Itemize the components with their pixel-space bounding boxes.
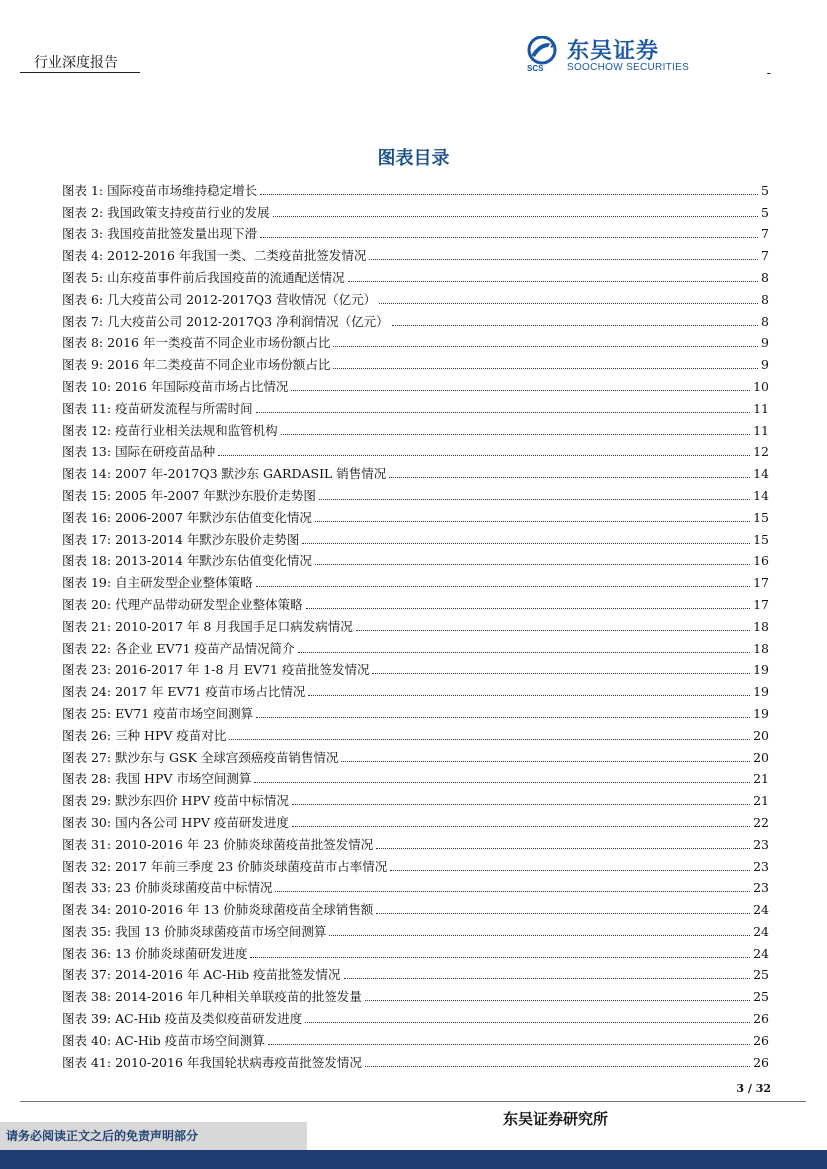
toc-entry-page: 23 bbox=[753, 858, 769, 874]
footer-rule bbox=[20, 1101, 806, 1102]
toc-entry-label: 图表 28: 我国 HPV 市场空间测算 bbox=[62, 771, 252, 787]
toc-entry[interactable] bbox=[62, 962, 769, 984]
toc-leader-dots bbox=[315, 521, 750, 522]
toc-entry-label: 图表 31: 2010-2016 年 23 价肺炎球菌疫苗批签发情况 bbox=[62, 836, 374, 852]
toc-entry-page: 24 bbox=[753, 923, 769, 939]
toc-leader-dots bbox=[292, 826, 750, 827]
toc-entry-label: 图表 41: 2010-2016 年我国轮状病毒疫苗批签发情况 bbox=[62, 1054, 362, 1070]
toc-entry[interactable] bbox=[62, 787, 769, 809]
toc-entry-label: 图表 10: 2016 年国际疫苗市场占比情况 bbox=[62, 378, 289, 394]
toc-leader-dots bbox=[308, 695, 750, 696]
toc-entry-label: 图表 40: AC-Hib 疫苗市场空间测算 bbox=[62, 1032, 265, 1048]
toc-leader-dots bbox=[344, 978, 751, 979]
toc-entry[interactable] bbox=[62, 635, 769, 657]
toc-entry[interactable] bbox=[62, 264, 769, 286]
toc-entry-page: 26 bbox=[753, 1032, 769, 1048]
toc-entry-label: 图表 18: 2013-2014 年默沙东估值变化情况 bbox=[62, 553, 312, 569]
toc-entry-page: 26 bbox=[753, 1011, 769, 1027]
toc-entry[interactable] bbox=[62, 722, 769, 744]
toc-entry-page: 16 bbox=[753, 553, 769, 569]
toc-entry-page: 19 bbox=[753, 705, 769, 721]
toc-entry-label: 图表 23: 2016-2017 年 1-8 月 EV71 疫苗批签发情况 bbox=[62, 662, 370, 678]
toc-entry-page: 21 bbox=[753, 793, 769, 809]
logo-abbr: SCS bbox=[527, 64, 544, 73]
toc-entry[interactable] bbox=[62, 983, 769, 1005]
toc-entry-page: 7 bbox=[761, 248, 769, 264]
logo-english-name: SOOCHOW SECURITIES bbox=[567, 62, 690, 73]
toc-entry[interactable] bbox=[62, 809, 769, 831]
toc-entry-label: 图表 27: 默沙东与 GSK 全球宫颈癌疫苗销售情况 bbox=[62, 749, 339, 765]
toc-entry-label: 图表 32: 2017 年前三季度 23 价肺炎球菌疫苗市占率情况 bbox=[62, 858, 388, 874]
toc-leader-dots bbox=[260, 194, 758, 195]
toc-entry-label: 图表 5: 山东疫苗事件前后我国疫苗的流通配送情况 bbox=[62, 269, 345, 285]
toc-entry-label: 图表 39: AC-Hib 疫苗及类似疫苗研发进度 bbox=[62, 1011, 303, 1027]
toc-entry[interactable] bbox=[62, 351, 769, 373]
toc-leader-dots bbox=[254, 782, 750, 783]
toc-leader-dots bbox=[389, 477, 750, 478]
toc-leader-dots bbox=[256, 412, 751, 413]
toc-entry[interactable] bbox=[62, 373, 769, 395]
toc-leader-dots bbox=[365, 1000, 750, 1001]
toc-entry[interactable] bbox=[62, 940, 769, 962]
footer-bar bbox=[0, 1150, 827, 1169]
toc-entry-page: 25 bbox=[753, 967, 769, 983]
toc-entry[interactable] bbox=[62, 766, 769, 788]
toc-entry[interactable] bbox=[62, 1049, 769, 1071]
toc-entry[interactable] bbox=[62, 177, 769, 199]
toc-leader-dots bbox=[229, 739, 750, 740]
toc-entry[interactable] bbox=[62, 526, 769, 548]
toc-entry-label: 图表 4: 2012-2016 年我国一类、二类疫苗批签发情况 bbox=[62, 248, 367, 264]
toc-entry[interactable] bbox=[62, 504, 769, 526]
toc-entry-page: 24 bbox=[753, 902, 769, 918]
toc-leader-dots bbox=[250, 957, 750, 958]
toc-leader-dots bbox=[390, 870, 750, 871]
toc-entry-page: 9 bbox=[761, 357, 769, 373]
toc-leader-dots bbox=[305, 1022, 750, 1023]
toc-entry-label: 图表 25: EV71 疫苗市场空间测算 bbox=[62, 705, 254, 721]
toc-entry-label: 图表 14: 2007 年-2017Q3 默沙东 GARDASIL 销售情况 bbox=[62, 466, 387, 482]
toc-entry-label: 图表 30: 国内各公司 HPV 疫苗研发进度 bbox=[62, 814, 289, 830]
toc-entry-page: 18 bbox=[753, 618, 769, 634]
toc-entry[interactable] bbox=[62, 548, 769, 570]
toc-entry-page: 14 bbox=[753, 466, 769, 482]
toc-leader-dots bbox=[376, 913, 750, 914]
toc-entry[interactable] bbox=[62, 308, 769, 330]
toc-entry-page: 15 bbox=[753, 509, 769, 525]
toc-entry-page: 11 bbox=[753, 400, 769, 416]
toc-entry-label: 图表 19: 自主研发型企业整体策略 bbox=[62, 575, 253, 591]
toc-leader-dots bbox=[333, 346, 758, 347]
toc-entry[interactable] bbox=[62, 482, 769, 504]
toc-list bbox=[62, 177, 769, 1071]
toc-entry[interactable] bbox=[62, 242, 769, 264]
toc-entry-page: 19 bbox=[753, 662, 769, 678]
toc-leader-dots bbox=[372, 673, 750, 674]
toc-entry-page: 17 bbox=[753, 596, 769, 612]
toc-entry-label: 图表 15: 2005 年-2007 年默沙东股价走势图 bbox=[62, 487, 316, 503]
toc-leader-dots bbox=[260, 237, 758, 238]
header-rule bbox=[20, 72, 140, 73]
toc-entry-page: 21 bbox=[753, 771, 769, 787]
toc-entry-label: 图表 3: 我国疫苗批签发量出现下滑 bbox=[62, 226, 258, 242]
toc-leader-dots bbox=[281, 434, 751, 435]
toc-entry[interactable] bbox=[62, 221, 769, 243]
toc-entry-label: 图表 8: 2016 年一类疫苗不同企业市场份额占比 bbox=[62, 335, 331, 351]
toc-entry-page: 5 bbox=[761, 204, 769, 220]
toc-entry-label: 图表 1: 国际疫苗市场维持稳定增长 bbox=[62, 182, 258, 198]
toc-entry-label: 图表 26: 三种 HPV 疫苗对比 bbox=[62, 727, 227, 743]
toc-leader-dots bbox=[341, 761, 750, 762]
toc-entry-label: 图表 13: 国际在研疫苗品种 bbox=[62, 444, 216, 460]
toc-leader-dots bbox=[268, 1044, 750, 1045]
toc-entry-label: 图表 38: 2014-2016 年几种相关单联疫苗的批签发量 bbox=[62, 989, 362, 1005]
toc-entry[interactable] bbox=[62, 875, 769, 897]
toc-leader-dots bbox=[379, 303, 758, 304]
toc-entry-label: 图表 17: 2013-2014 年默沙东股价走势图 bbox=[62, 531, 300, 547]
toc-leader-dots bbox=[348, 281, 758, 282]
toc-entry[interactable] bbox=[62, 1027, 769, 1049]
toc-entry-page: 10 bbox=[753, 378, 769, 394]
page-number: 3 / 32 bbox=[736, 1082, 771, 1095]
toc-leader-dots bbox=[306, 608, 751, 609]
toc-entry[interactable] bbox=[62, 700, 769, 722]
footer-organization: 东吴证券研究所 bbox=[503, 1110, 609, 1128]
toc-entry-page: 14 bbox=[753, 487, 769, 503]
toc-entry-page: 5 bbox=[761, 182, 769, 198]
toc-leader-dots bbox=[329, 935, 750, 936]
toc-leader-dots bbox=[315, 564, 750, 565]
toc-entry-label: 图表 6: 几大疫苗公司 2012-2017Q3 营收情况（亿元） bbox=[62, 291, 377, 307]
toc-entry[interactable] bbox=[62, 199, 769, 221]
toc-entry-page: 23 bbox=[753, 836, 769, 852]
toc-entry-page: 18 bbox=[753, 640, 769, 656]
toc-entry-page: 8 bbox=[761, 313, 769, 329]
toc-entry-page: 8 bbox=[761, 291, 769, 307]
toc-entry[interactable] bbox=[62, 613, 769, 635]
toc-entry[interactable] bbox=[62, 831, 769, 853]
toc-entry[interactable] bbox=[62, 918, 769, 940]
toc-entry-page: 15 bbox=[753, 531, 769, 547]
toc-entry-page: 11 bbox=[753, 422, 769, 438]
toc-entry[interactable] bbox=[62, 460, 769, 482]
toc-entry-page: 25 bbox=[753, 989, 769, 1005]
toc-entry-label: 图表 12: 疫苗行业相关法规和监管机构 bbox=[62, 422, 278, 438]
toc-entry[interactable] bbox=[62, 896, 769, 918]
toc-entry[interactable] bbox=[62, 657, 769, 679]
toc-leader-dots bbox=[291, 390, 750, 391]
toc-entry-page: 24 bbox=[753, 945, 769, 961]
toc-leader-dots bbox=[369, 259, 758, 260]
toc-entry[interactable] bbox=[62, 591, 769, 613]
report-type-label: 行业深度报告 bbox=[34, 55, 118, 71]
toc-entry[interactable] bbox=[62, 744, 769, 766]
toc-leader-dots bbox=[333, 368, 758, 369]
toc-entry[interactable] bbox=[62, 395, 769, 417]
toc-entry-page: 9 bbox=[761, 335, 769, 351]
toc-entry-page: 7 bbox=[761, 226, 769, 242]
toc-entry-label: 图表 24: 2017 年 EV71 疫苗市场占比情况 bbox=[62, 684, 306, 700]
toc-title: 图表目录 bbox=[377, 148, 450, 169]
toc-entry-page: 23 bbox=[753, 880, 769, 896]
toc-entry[interactable] bbox=[62, 330, 769, 352]
toc-entry-label: 图表 9: 2016 年二类疫苗不同企业市场份额占比 bbox=[62, 357, 331, 373]
toc-entry-label: 图表 21: 2010-2017 年 8 月我国手足口病发病情况 bbox=[62, 618, 353, 634]
toc-leader-dots bbox=[292, 804, 750, 805]
toc-entry-label: 图表 29: 默沙东四价 HPV 疫苗中标情况 bbox=[62, 793, 289, 809]
toc-entry[interactable] bbox=[62, 439, 769, 461]
toc-entry-page: 20 bbox=[753, 727, 769, 743]
toc-entry-page: 20 bbox=[753, 749, 769, 765]
toc-entry-page: 19 bbox=[753, 684, 769, 700]
toc-entry-page: 17 bbox=[753, 575, 769, 591]
toc-leader-dots bbox=[298, 652, 751, 653]
toc-entry-label: 图表 16: 2006-2007 年默沙东估值变化情况 bbox=[62, 509, 312, 525]
toc-entry-label: 图表 11: 疫苗研发流程与所需时间 bbox=[62, 400, 253, 416]
toc-entry[interactable] bbox=[62, 569, 769, 591]
toc-entry[interactable] bbox=[62, 1005, 769, 1027]
toc-leader-dots bbox=[256, 717, 750, 718]
toc-entry-label: 图表 33: 23 价肺炎球菌疫苗中标情况 bbox=[62, 880, 273, 896]
toc-entry-page: 8 bbox=[761, 269, 769, 285]
toc-leader-dots bbox=[376, 848, 750, 849]
header-dash: - bbox=[766, 66, 771, 80]
toc-entry-page: 22 bbox=[753, 814, 769, 830]
toc-entry[interactable] bbox=[62, 286, 769, 308]
toc-leader-dots bbox=[218, 455, 750, 456]
toc-entry-label: 图表 22: 各企业 EV71 疫苗产品情况简介 bbox=[62, 640, 295, 656]
toc-leader-dots bbox=[356, 630, 750, 631]
toc-entry-label: 图表 35: 我国 13 价肺炎球菌疫苗市场空间测算 bbox=[62, 923, 327, 939]
company-logo bbox=[527, 36, 697, 76]
toc-leader-dots bbox=[275, 891, 750, 892]
toc-leader-dots bbox=[365, 1066, 750, 1067]
toc-leader-dots bbox=[302, 543, 750, 544]
toc-entry-page: 12 bbox=[753, 444, 769, 460]
toc-entry-page: 26 bbox=[753, 1054, 769, 1070]
toc-entry-label: 图表 36: 13 价肺炎球菌研发进度 bbox=[62, 945, 248, 961]
toc-entry-label: 图表 34: 2010-2016 年 13 价肺炎球菌疫苗全球销售额 bbox=[62, 902, 374, 918]
toc-leader-dots bbox=[319, 499, 750, 500]
toc-leader-dots bbox=[392, 325, 758, 326]
toc-entry[interactable] bbox=[62, 417, 769, 439]
disclaimer-banner: 请务必阅读正文之后的免责声明部分 bbox=[0, 1122, 307, 1150]
toc-entry-label: 图表 20: 代理产品带动研发型企业整体策略 bbox=[62, 596, 303, 612]
toc-leader-dots bbox=[256, 586, 751, 587]
toc-entry[interactable] bbox=[62, 678, 769, 700]
logo-chinese-name: 东吴证券 bbox=[567, 39, 660, 64]
toc-entry-label: 图表 7: 几大疫苗公司 2012-2017Q3 净利润情况（亿元） bbox=[62, 313, 389, 329]
toc-entry-label: 图表 37: 2014-2016 年 AC-Hib 疫苗批签发情况 bbox=[62, 967, 341, 983]
toc-leader-dots bbox=[273, 216, 758, 217]
toc-entry-label: 图表 2: 我国政策支持疫苗行业的发展 bbox=[62, 204, 270, 220]
toc-entry[interactable] bbox=[62, 853, 769, 875]
